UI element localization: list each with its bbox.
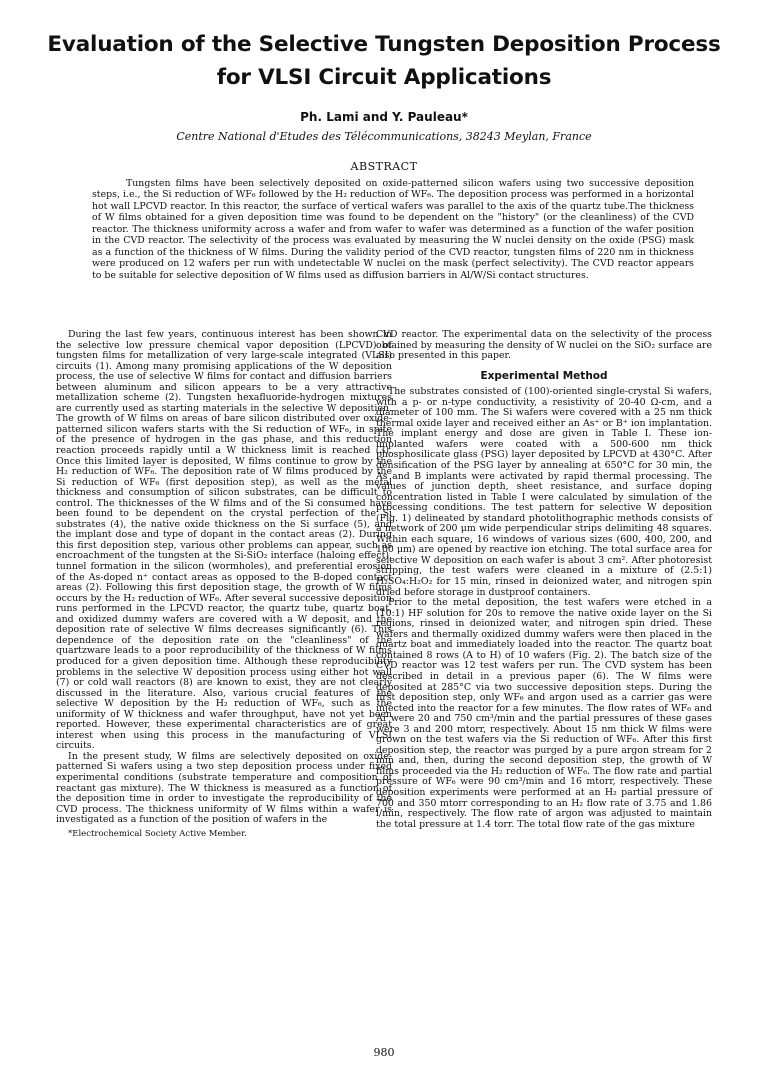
method-paragraph-2: Prior to the metal deposition, the test wafers were etched in a (10:1) HF solution for 20s to remove the native oxide layer on the Si regions, rinsed in deionized water, and nitrogen spin dried. These wafers and thermally oxidized dummy wafers were then placed in the quartz boat and immediately loaded into the reactor. The quartz boat contained 8 rows (A to H) of 10 wafers (Fig. 2). The batch size of the CVD reactor was 12 test wafers per run. The CVD system has been described in detail in a previous paper (6). The W films were deposited at 285°C via two successive deposition steps. During the first deposition step, only WF₆ and argon used as a carrier gas were injected into the reactor for a few minutes. The flow rates of WF₆ and Ar were 20 and 750 cm³/min and the partial pressures of these gases were 3 and 200 mtorr, respectively. About 15 nm thick W films were grown on the test wafers via the Si reduction of WF₆. After this first deposition step, the reactor was purged by a pure argon stream for 2 min and, then, during the second deposition step, the growth of W films proceeded via the H₂ reduction of WF₆. The flow rate and partial pressure of WF₆ were 90 cm³/min and 16 mtorr, respectively. These deposition experiments were performed at an H₂ partial pressure of 700 and 350 mtorr corresponding to an H₂ flow rate of 3.75 and 1.86 l/min, respectively. The flow rate of argon was adjusted to maintain the total pressure at 1.4 torr. The total flow rate of the gas mixture — [376, 597, 712, 830]
footnote: *Electrochemical Society Active Member. — [68, 828, 247, 839]
abstract-text: Tungsten films have been selectively deposited on oxide-patterned silicon wafers using two successive deposition steps, i.e., the Si reduction of WF₆ followed by the H₂ reduction of WF₆. The deposition process was performed in a horizontal hot wall LPCVD reactor. In this reactor, the surface of vertical wafers was parallel to the axis of the quartz tube.The thickness of W films obtained for a given deposition time was found to be dependent on the "history" (or the cleanliness) of the CVD reactor. The thickness uniformity across a wafer and from wafer to wafer was determined as a function of the wafer position in the CVD reactor. The selectivity of the process was evaluated by measuring the W nuclei density on the oxide (PSG) mask as a function of the thickness of W films. During the validity period of the CVD reactor, tungsten films of 220 nm in thickness were produced on 12 wafers per run with undetectable W nuclei on the mask (perfect selectivity). The CVD reactor appears to be suitable for selective deposition of W films used as diffusion barriers in Al/W/Si contact structures. — [92, 178, 694, 281]
paper-title: Evaluation of the Selective Tungsten Deposition Process for VLSI Circuit Applications — [47, 32, 721, 90]
intro-paragraph-2: In the present study, W films are selectively deposited on oxide-patterned Si wafers using a two step deposition process under fixed experimental conditions (substrate temperature and composition of reactant gas mixture). The W thickness is measured as a function of the deposition time in order to investigate the reproducibility of the CVD process. The thickness uniformity of W films within a wafer is investigated as a function of the position of wafers in the — [56, 750, 392, 826]
abstract-heading: ABSTRACT — [350, 160, 418, 173]
page-number: 980 — [373, 1046, 395, 1059]
intro-paragraph-3: CVD reactor. The experimental data on the selectivity of the process obtained by measuring the density of W nuclei on the SiO₂ surface are also presented in this paper. — [376, 329, 712, 362]
intro-paragraph-1: During the last few years, continuous interest has been shown in the selective low pressure chemical vapor deposition (LPCVD) of tungsten films for metallization of very large-scale integrated (VLSI) circuits (1). Among many promising applications of the W deposition process, the use of selective W films for contact and diffusion barriers between aluminum and silicon appears to be a very attractive metallization scheme (2). Tungsten hexafluoride-hydrogen mixtures are currently used as starting materials in the selective W deposition. The growth of W films on areas of bare silicon distributed over oxide-patterned silicon wafers starts with the Si reduction of WF₆, in spite of the presence of hydrogen in the gas phase, and this reduction reaction proceeds rapidly until a W thickness limit is reached (3). Once this limited layer is deposited, W films continue to grow by the H₂ reduction of WF₆. The deposition rate of W films produced by the Si reduction of WF₆ (first deposition step), as well as the metal thickness and consumption of silicon substrates, can be difficult to control. The thicknesses of the W films and of the Si consumed have been found to be dependent on the crystal perfection of the Si substrates (4), the native oxide thickness on the Si surface (5), and the implant dose and type of dopant in the contact areas (2). During this first deposition step, various other problems can appear, such as encroachment of the tungsten at the Si-SiO₂ interface (haloing effect), tunnel formation in the silicon (wormholes), and preferential erosion of the As-doped n⁺ contact areas as opposed to the B-doped contact areas (2). Following this first deposition stage, the growth of W films occurs by the H₂ reduction of WF₆. After several successive deposition runs performed in the LPCVD reactor, the quartz tube, quartz boat, and oxidized dummy wafers are covered with a W deposit, and the deposition rate of selective W films decreases significantly (6). This dependence of the deposition rate on the "cleanliness" of the quartzware leads to a poor reproducibility of the thickness of W films produced for a given deposition time. Although these reproducibility problems in the selective W deposition process using either hot wall (7) or cold wall reactors (8) are known to exist, they are not clearly discussed in the literature. Also, various crucial features of the selective W deposition by the H₂ reduction of WF₆, such as the uniformity of W thickness and wafer throughput, have not yet been reported. However, these experimental characteristics are of great interest when using this process in the manufacturing of VLSI circuits. — [56, 329, 392, 752]
affiliation: Centre National d'Etudes des Télécommunications, 38243 Meylan, France — [176, 130, 592, 143]
authors: Ph. Lami and Y. Pauleau* — [300, 110, 468, 124]
left-column — [56, 330, 392, 839]
right-column — [376, 330, 712, 830]
method-paragraph-1: The substrates consisted of (100)-oriented single-crystal Si wafers, with a p- or n-type conductivity, a resistivity of 20-40 Ω-cm, and a diameter of 100 mm. The Si wafers were covered with a 25 nm thick thermal oxide layer and received either an As⁺ or B⁺ ion implantation. The implant energy and dose are given in Table I. These ion-implanted wafers were coated with a 500-600 nm thick phosphosilicate glass (PSG) layer deposited by LPCVD at 430°C. After densification of the PSG layer by annealing at 650°C for 30 min, the As and B implants were activated by rapid thermal processing. The values of junction depth, sheet resistance, and surface doping concentration listed in Table I were calculated by simulation of the processing conditions. The test pattern for selective W deposition (Fig. 1) delineated by standard photolithographic methods consists of a network of 200 μm wide perpendicular strips delimiting 48 squares. Within each square, 16 windows of various sizes (600, 400, 200, and 100 μm) are opened by reactive ion etching. The total surface area for selective W deposition on each wafer is about 3 cm². After photoresist stripping, the test wafers were cleaned in a mixture of (2.5:1) H₂SO₄:H₂O₂ for 15 min, rinsed in deionized water, and nitrogen spin dried before storage in dustproof containers. — [376, 386, 712, 598]
section-heading-experimental: Experimental Method — [480, 369, 608, 382]
